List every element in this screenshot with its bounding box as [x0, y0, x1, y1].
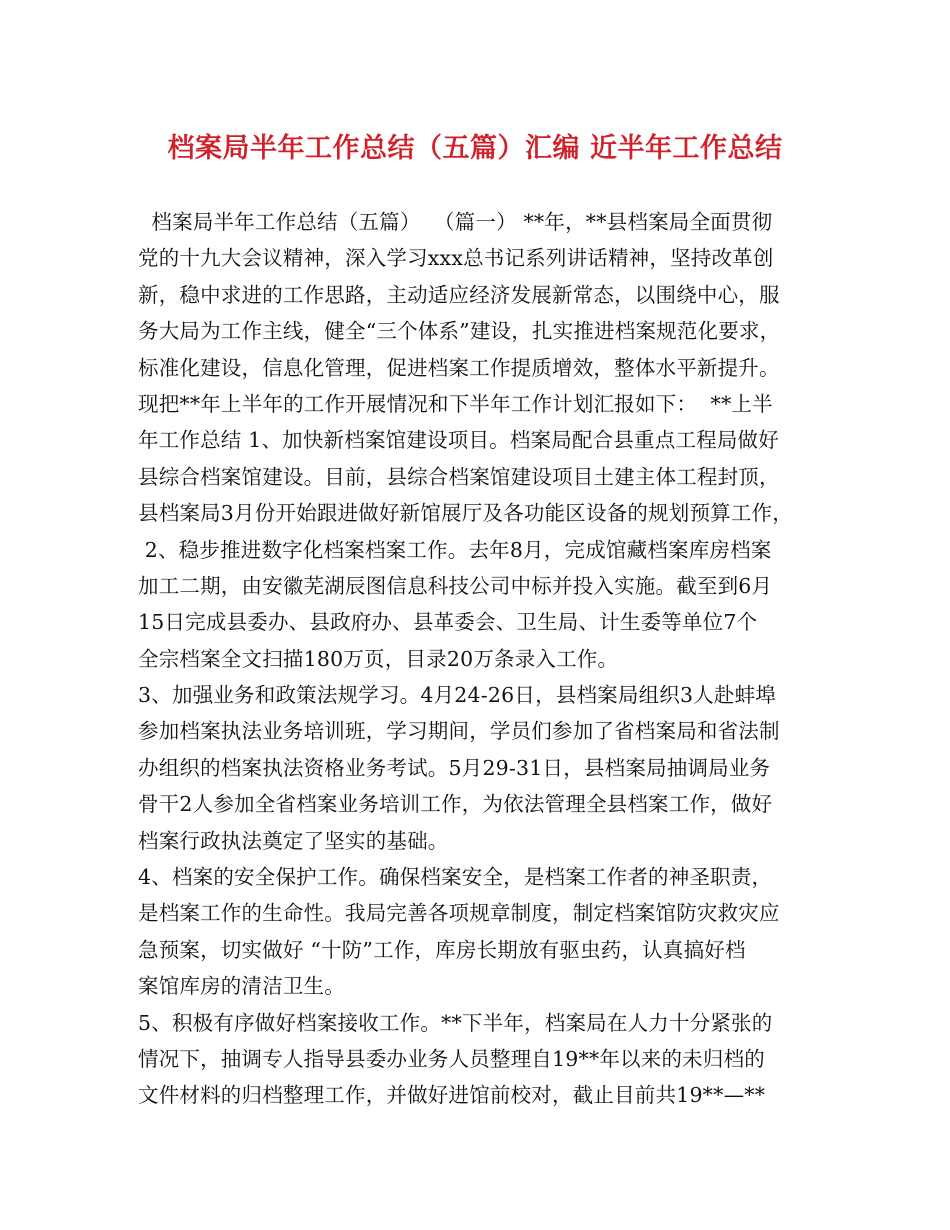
- body-line: 情况下，抽调专人指导县委办业务人员整理自19**年以来的未归档的: [138, 1046, 765, 1071]
- body-line: 文件材料的归档整理工作，并做好进馆前校对，截止目前共19**—**: [138, 1083, 766, 1108]
- body-line: 标准化建设，信息化管理，促进档案工作提质增效，整体水平新提升。: [138, 355, 780, 380]
- body-line: 县综合档案馆建设。目前，县综合档案馆建设项目土建主体工程封顶，: [138, 464, 780, 489]
- body-line: 是档案工作的生命性。我局完善各项规章制度，制定档案馆防灾救灾应: [138, 901, 780, 926]
- body-line: 2、稳步推进数字化档案档案工作。去年8月，完成馆藏档案库房档案: [138, 537, 772, 562]
- body-line: 参加档案执法业务培训班，学习期间，学员们参加了省档案局和省法制: [138, 719, 780, 744]
- body-line: 档案局半年工作总结（五篇） （篇一） **年，**县档案局全面贯彻: [138, 210, 773, 234]
- body-line: 骨干2人参加全省档案业务培训工作，为依法管理全县档案工作，做好: [138, 792, 773, 817]
- body-line: 年工作总结 1、加快新档案馆建设项目。档案局配合县重点工程局做好: [138, 428, 779, 453]
- body-line: 办组织的档案执法资格业务考试。5月29-31日，县档案局抽调局业务: [138, 755, 771, 780]
- body-line: 4、档案的安全保护工作。确保档案安全，是档案工作者的神圣职责，: [138, 865, 773, 890]
- body-line: 全宗档案全文扫描180万页，目录20万条录入工作。: [138, 646, 619, 671]
- body-line: 3、加强业务和政策法规学习。4月24-26日，县档案局组织3人赴蚌埠: [138, 683, 777, 708]
- body-line: 案馆库房的清洁卫生。: [138, 974, 345, 999]
- body-line: 5、积极有序做好档案接收工作。**下半年，档案局在人力十分紧张的: [138, 1010, 773, 1035]
- document-title: 档案局半年工作总结（五篇）汇编 近半年工作总结: [167, 133, 783, 164]
- body-line: 加工二期，由安徽芜湖辰图信息科技公司中标并投入实施。截至到6月: [138, 573, 773, 598]
- body-line: 新，稳中求进的工作思路，主动适应经济发展新常态，以围绕中心，服: [138, 282, 780, 307]
- body-line: 档案行政执法奠定了坚实的基础。: [138, 828, 449, 853]
- body-line: 县档案局3月份开始跟进做好新馆展厅及各功能区设备的规划预算工作，: [138, 501, 793, 526]
- body-line: 急预案，切实做好 “十防”工作，库房长期放有驱虫药，认真搞好档: [138, 937, 746, 962]
- body-line: 15日完成县委办、县政府办、县革委会、卫生局、计生委等单位7个: [138, 610, 758, 635]
- body-line: 务大局为工作主线，健全“三个体系”建设，扎实推进档案规范化要求，: [138, 319, 781, 344]
- body-line: 现把**年上半年的工作开展情况和下半年工作计划汇报如下： **上半: [138, 391, 773, 416]
- document-body: [138, 204, 818, 1114]
- body-line: 党的十九大会议精神，深入学习xxx总书记系列讲话精神，坚持改革创: [138, 246, 774, 271]
